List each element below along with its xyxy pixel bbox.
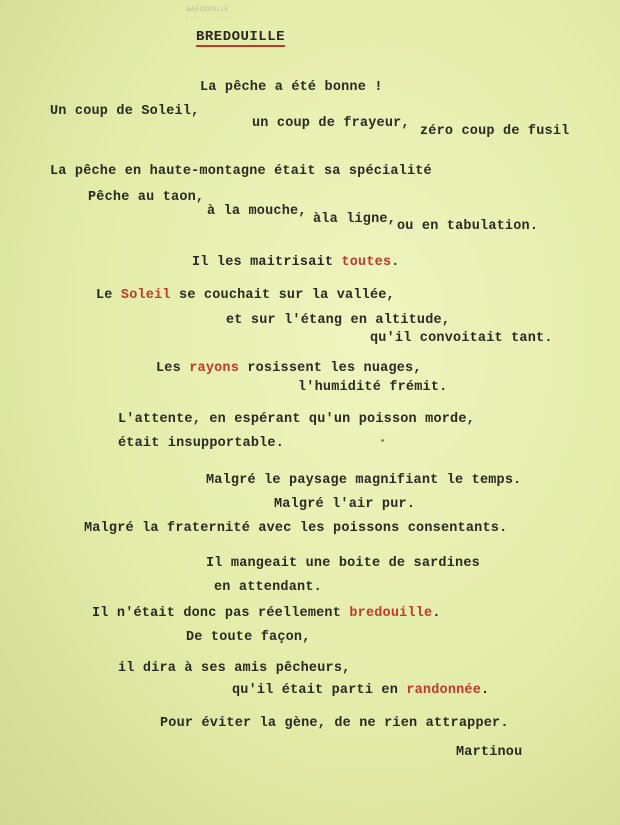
poem-line-8: qu'il convoitait tant. bbox=[370, 331, 553, 346]
poem-line-9 bbox=[156, 361, 422, 376]
poem-line-21 bbox=[232, 683, 489, 698]
highlight-randonnee: randonnée bbox=[406, 683, 482, 698]
letterhead-mark bbox=[186, 6, 296, 22]
poem-line-2c: zéro coup de fusil bbox=[420, 124, 570, 139]
poem-line-18-end: . bbox=[432, 606, 441, 621]
ink-speck bbox=[381, 439, 384, 442]
highlight-rayons: rayons bbox=[189, 361, 240, 376]
poem-line-3: La pêche en haute-montagne était sa spécialité bbox=[50, 164, 432, 179]
highlight-soleil: Soleil bbox=[120, 288, 171, 303]
poem-line-2b: un coup de frayeur, bbox=[252, 116, 410, 131]
poem-line-20: il dira à ses amis pêcheurs, bbox=[118, 661, 351, 676]
poem-line-15: Malgré la fraternité avec les poissons consentants. bbox=[84, 521, 508, 536]
poem-line-22: Pour éviter la gène, de ne rien attrapper. bbox=[160, 716, 509, 731]
poem-line-6 bbox=[96, 288, 395, 303]
poem-line-9-end: rosissent les nuages, bbox=[239, 361, 422, 376]
poem-line-4d: ou en tabulation. bbox=[397, 219, 539, 234]
poem-line-5 bbox=[192, 255, 400, 270]
poem-line-6-text: Le bbox=[96, 288, 121, 303]
poem-line-2a: Un coup de Soleil, bbox=[50, 104, 200, 119]
poem-line-4c: àla ligne, bbox=[313, 212, 397, 227]
highlight-toutes: toutes bbox=[341, 255, 392, 270]
poem-line-14: Malgré l'air pur. bbox=[274, 497, 416, 512]
poem-line-18 bbox=[92, 606, 441, 621]
poem-line-9-text: Les bbox=[156, 361, 190, 376]
poem-line-11: L'attente, en espérant qu'un poisson morde, bbox=[118, 412, 475, 427]
signature: Martinou bbox=[456, 745, 523, 760]
poem-line-12: était insupportable. bbox=[118, 436, 285, 451]
poem-line-5-end: . bbox=[391, 255, 400, 270]
letterhead-line-2: ··········· bbox=[186, 15, 232, 22]
poem-line-6-end: se couchait sur la vallée, bbox=[170, 288, 395, 303]
poem-line-4b: à la mouche, bbox=[207, 204, 307, 219]
poem-line-21-text: qu'il était parti en bbox=[232, 683, 407, 698]
highlight-bredouille: bredouille bbox=[349, 606, 433, 621]
poem-line-5-text: Il les maitrisait bbox=[192, 255, 342, 270]
poem-line-17: en attendant. bbox=[214, 580, 322, 595]
poem-line-13: Malgré le paysage magnifiant le temps. bbox=[206, 473, 522, 488]
poem-line-4a: Pêche au taon, bbox=[88, 190, 205, 205]
poem-line-16: Il mangeait une boite de sardines bbox=[206, 556, 480, 571]
poem-line-7: et sur l'étang en altitude, bbox=[226, 313, 451, 328]
letterhead-line-1: ꓭꓮꓰꓷꓳꓴꓲꓡꓡꓰ bbox=[186, 6, 229, 13]
poem-line-10: l'humidité frémit. bbox=[298, 380, 448, 395]
poem-line-19: De toute façon, bbox=[186, 630, 311, 645]
poem-line-21-end: . bbox=[481, 683, 490, 698]
poem-line-18-text: Il n'était donc pas réellement bbox=[92, 606, 350, 621]
poem-title: BREDOUILLE bbox=[196, 29, 286, 45]
poem-line-1: La pêche a été bonne ! bbox=[200, 80, 383, 95]
